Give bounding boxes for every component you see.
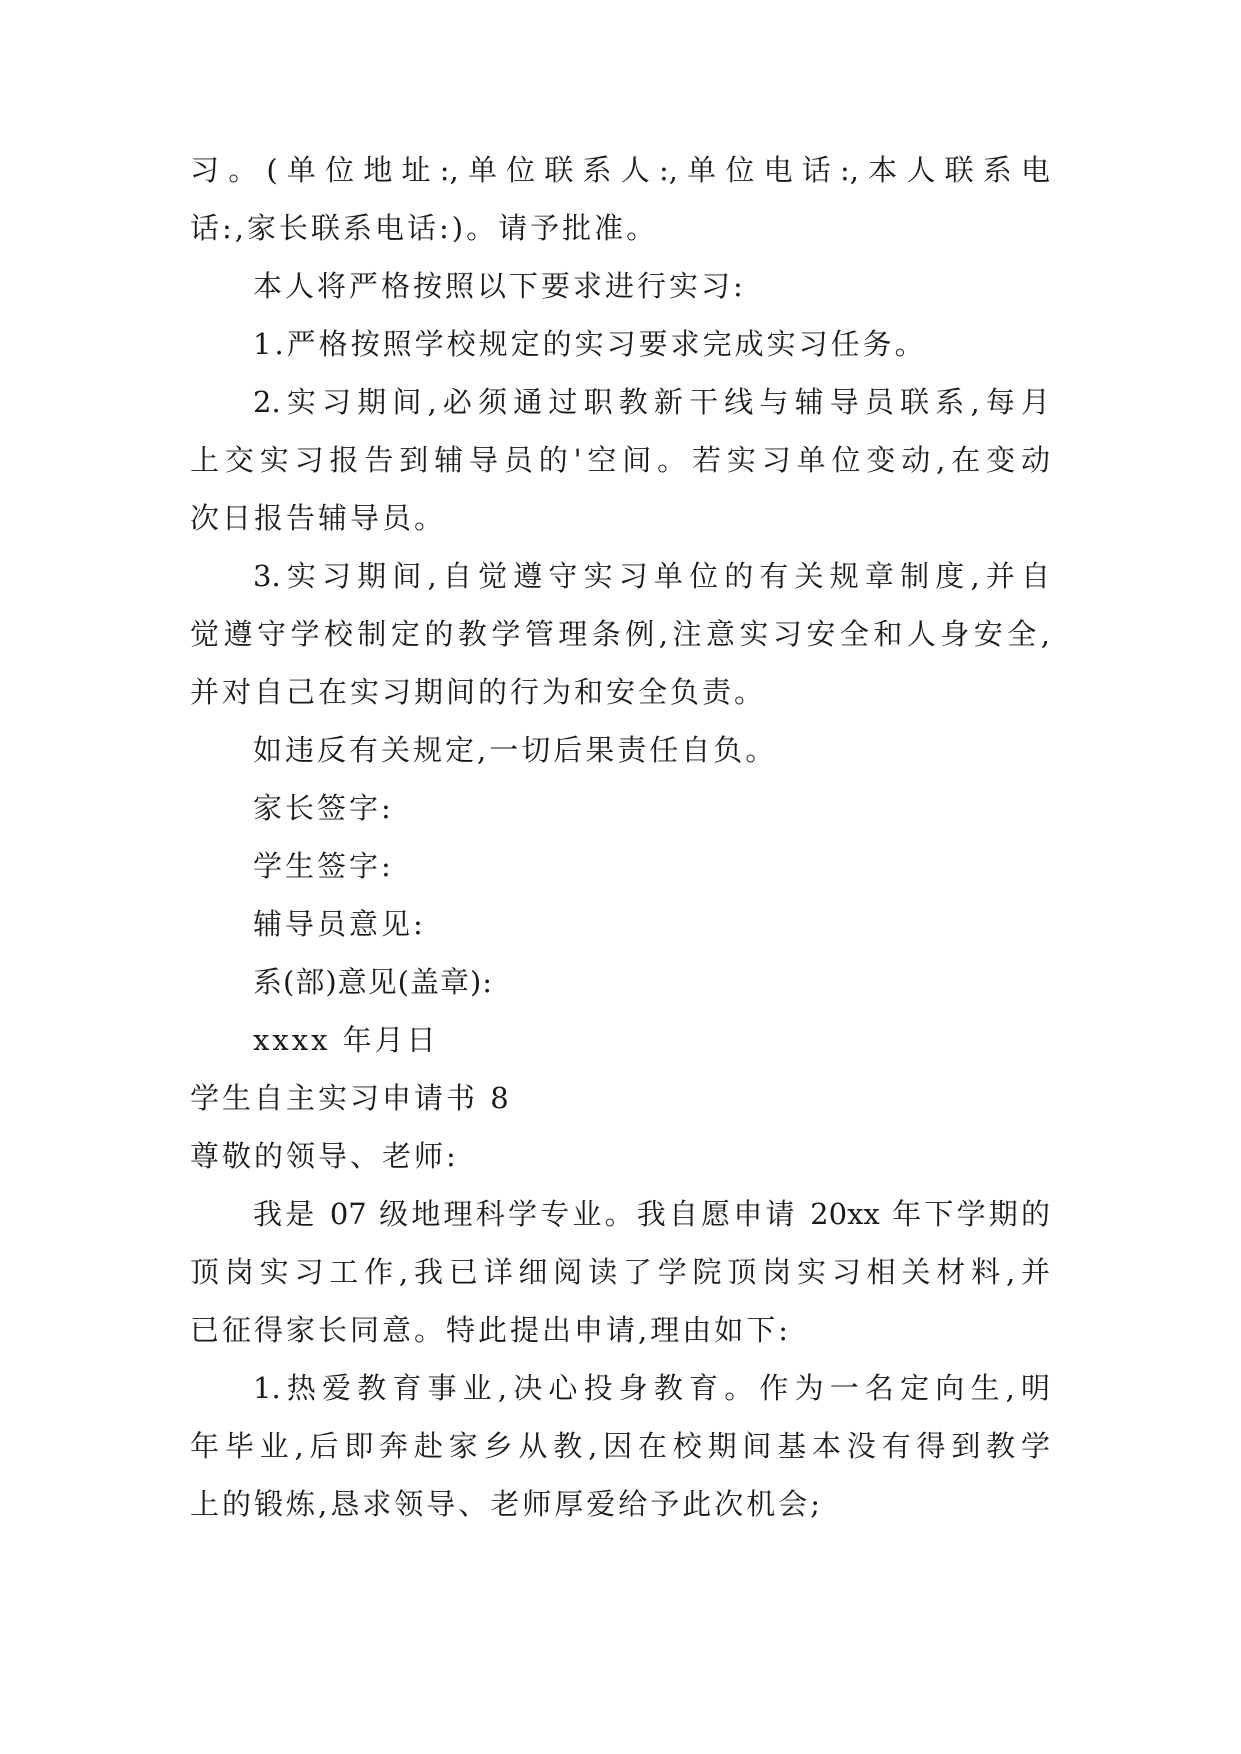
text-line: 2.实习期间,必须通过职教新干线与辅导员联系,每月 xyxy=(253,385,1050,419)
text-line: 顶岗实习工作,我已详细阅读了学院顶岗实习相关材料,并 xyxy=(190,1255,1050,1289)
text-line: 本人将严格按照以下要求进行实习: xyxy=(253,269,746,303)
text-line: 并对自己在实习期间的行为和安全负责。 xyxy=(190,675,767,709)
text-line: 觉遵守学校制定的教学管理条例,注意实习安全和人身安全, xyxy=(190,617,1050,651)
text-line: 家长签字: xyxy=(253,791,394,825)
text-line: 上交实习报告到辅导员的'空间。若实习单位变动,在变动 xyxy=(190,443,1050,477)
text-line: 1.严格按照学校规定的实习要求完成实习任务。 xyxy=(253,327,927,361)
section-heading: 学生自主实习申请书 8 xyxy=(190,1081,512,1115)
text-line: 我是 07 级地理科学专业。我自愿申请 20xx 年下学期的 xyxy=(253,1197,1050,1231)
text-line: 习。(单位地址:,单位联系人:,单位电话:,本人联系电 xyxy=(190,153,1050,187)
text-line: 如违反有关规定,一切后果责任自负。 xyxy=(253,733,778,767)
text-line: xxxx 年月日 xyxy=(253,1023,439,1057)
salutation: 尊敬的领导、老师: xyxy=(190,1139,459,1173)
text-line: 上的锻炼,恳求领导、老师厚爱给予此次机会; xyxy=(190,1487,823,1521)
text-line: 已征得家长同意。特此提出申请,理由如下: xyxy=(190,1313,791,1347)
text-line: 次日报告辅导员。 xyxy=(190,501,447,535)
text-line: 3.实习期间,自觉遵守实习单位的有关规章制度,并自 xyxy=(253,559,1050,593)
text-line: 学生签字: xyxy=(253,849,394,883)
text-line: 话:,家长联系电话:)。请予批准。 xyxy=(190,211,659,245)
text-line: 系(部)意见(盖章): xyxy=(253,965,494,999)
text-line: 1.热爱教育事业,决心投身教育。作为一名定向生,明 xyxy=(253,1371,1050,1405)
text-line: 年毕业,后即奔赴家乡从教,因在校期间基本没有得到教学 xyxy=(190,1429,1050,1463)
text-line: 辅导员意见: xyxy=(253,907,426,941)
